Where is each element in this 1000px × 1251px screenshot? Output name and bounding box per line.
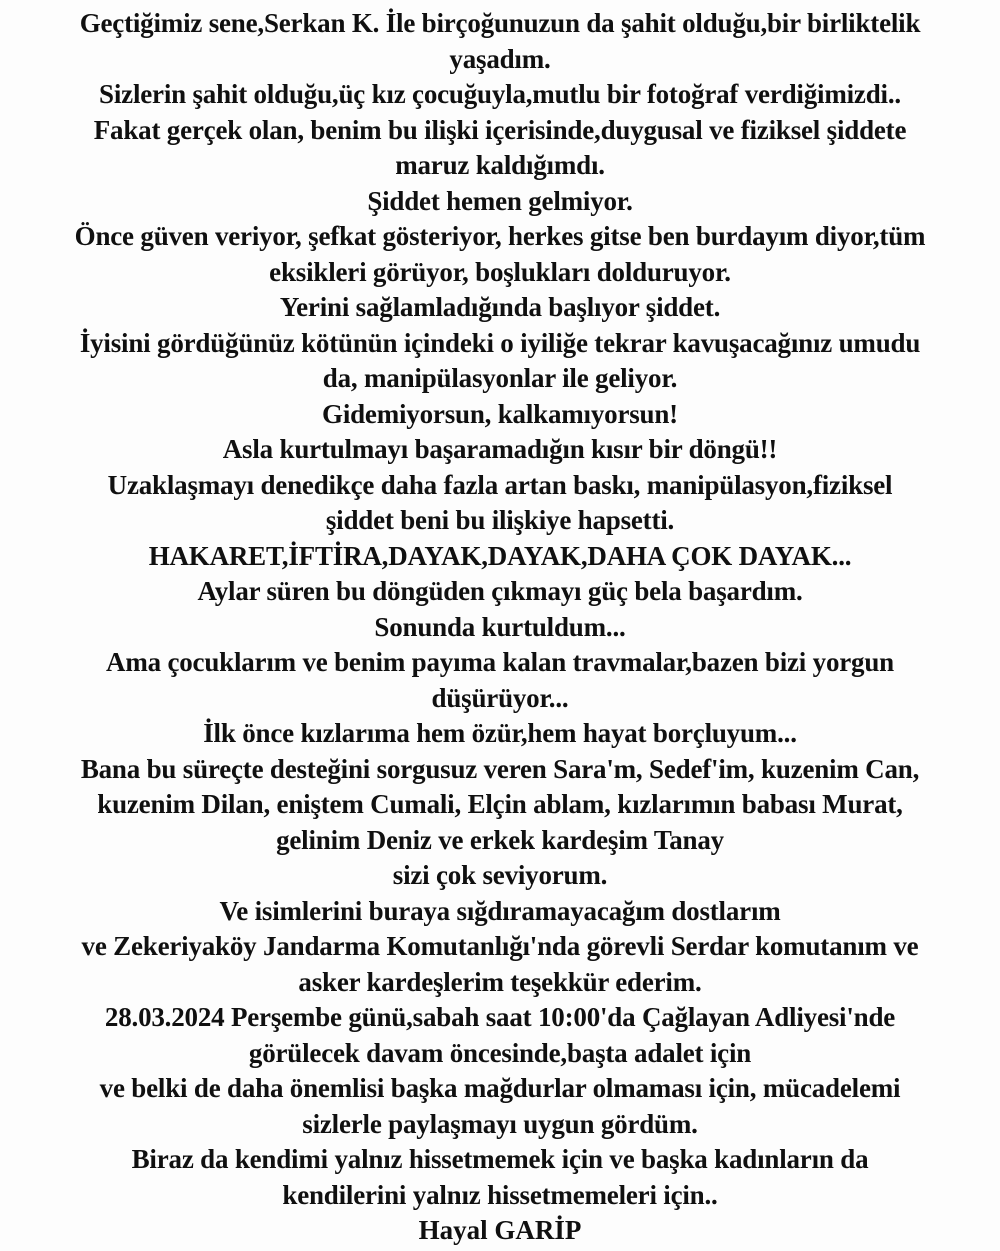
text-line: eksikleri görüyor, boşlukları dolduruyor. xyxy=(269,256,731,287)
text-line: gelinim Deniz ve erkek kardeşim Tanay xyxy=(276,824,724,855)
text-line: asker kardeşlerim teşekkür ederim. xyxy=(298,966,702,997)
text-line: Şiddet hemen gelmiyor. xyxy=(367,185,633,216)
text-line: HAKARET,İFTİRA,DAYAK,DAYAK,DAHA ÇOK DAYAK... xyxy=(148,540,852,571)
statement-text xyxy=(4,6,996,1213)
text-line: sizlerle paylaşmayı uygun gördüm. xyxy=(302,1108,698,1139)
text-line: Ama çocuklarım ve benim payıma kalan travmalar,bazen bizi yorgun xyxy=(106,647,894,677)
text-line: İlk önce kızlarıma hem özür,hem hayat borçluyum... xyxy=(203,718,797,748)
text-line: Bana bu süreçte desteğini sorgusuz veren Sara'm, Sedef'im, kuzenim Can, xyxy=(80,753,920,784)
text-line: maruz kaldığımdı. xyxy=(395,150,605,180)
text-line: da, manipülasyonlar ile geliyor. xyxy=(322,363,678,393)
text-line: Geçtiğimiz sene,Serkan K. İle birçoğunuzun da şahit olduğu,bir birliktelik xyxy=(79,8,921,38)
text-line: İyisini gördüğünüz kötünün içindeki o iyiliğe tekrar kavuşacağınız umudu xyxy=(79,327,921,358)
text-line: kendilerini yalnız hissetmemeleri için.. xyxy=(282,1179,718,1210)
text-line: ve Zekeriyaköy Jandarma Komutanlığı'nda görevli Serdar komutanım ve xyxy=(81,931,919,961)
text-line: Sizlerin şahit olduğu,üç kız çocuğuyla,mutlu bir fotoğraf verdiğimizdi.. xyxy=(99,79,901,109)
text-line: Gidemiyorsun, kalkamıyorsun! xyxy=(322,398,678,429)
text-line: sizi çok seviyorum. xyxy=(392,860,608,890)
text-line: Sonunda kurtuldum... xyxy=(374,611,626,642)
text-line: Önce güven veriyor, şefkat gösteriyor, herkes gitse ben burdayım diyor,tüm xyxy=(74,221,926,251)
text-line: şiddet beni bu ilişkiye hapsetti. xyxy=(325,505,675,535)
text-line: Biraz da kendimi yalnız hissetmemek için ve başka kadınların da xyxy=(131,1144,869,1174)
text-line: kuzenim Dilan, eniştem Cumali, Elçin ablam, kızlarımın babası Murat, xyxy=(97,789,903,819)
text-line: Ve isimlerini buraya sığdıramayacağım dostlarım xyxy=(219,895,781,926)
text-line: Uzaklaşmayı denedikçe daha fazla artan baskı, manipülasyon,fiziksel xyxy=(107,469,893,500)
author-signature: Hayal GARİP xyxy=(418,1215,582,1245)
text-line: yaşadım. xyxy=(449,43,551,74)
text-line: ve belki de daha önemlisi başka mağdurlar olmaması için, mücadelemi xyxy=(99,1073,901,1103)
text-line: Fakat gerçek olan, benim bu ilişki içerisinde,duygusal ve fiziksel şiddete xyxy=(93,114,907,145)
text-line: Asla kurtulmayı başaramadığın kısır bir döngü!! xyxy=(222,434,778,464)
text-line: Aylar süren bu döngüden çıkmayı güç bela başardım. xyxy=(197,576,803,606)
text-line: 28.03.2024 Perşembe günü,sabah saat 10:00'da Çağlayan Adliyesi'nde xyxy=(104,1002,896,1032)
text-line: görülecek davam öncesinde,başta adalet için xyxy=(248,1037,752,1068)
text-line: Yerini sağlamladığında başlıyor şiddet. xyxy=(279,292,721,322)
text-line: düşürüyor... xyxy=(431,682,569,713)
